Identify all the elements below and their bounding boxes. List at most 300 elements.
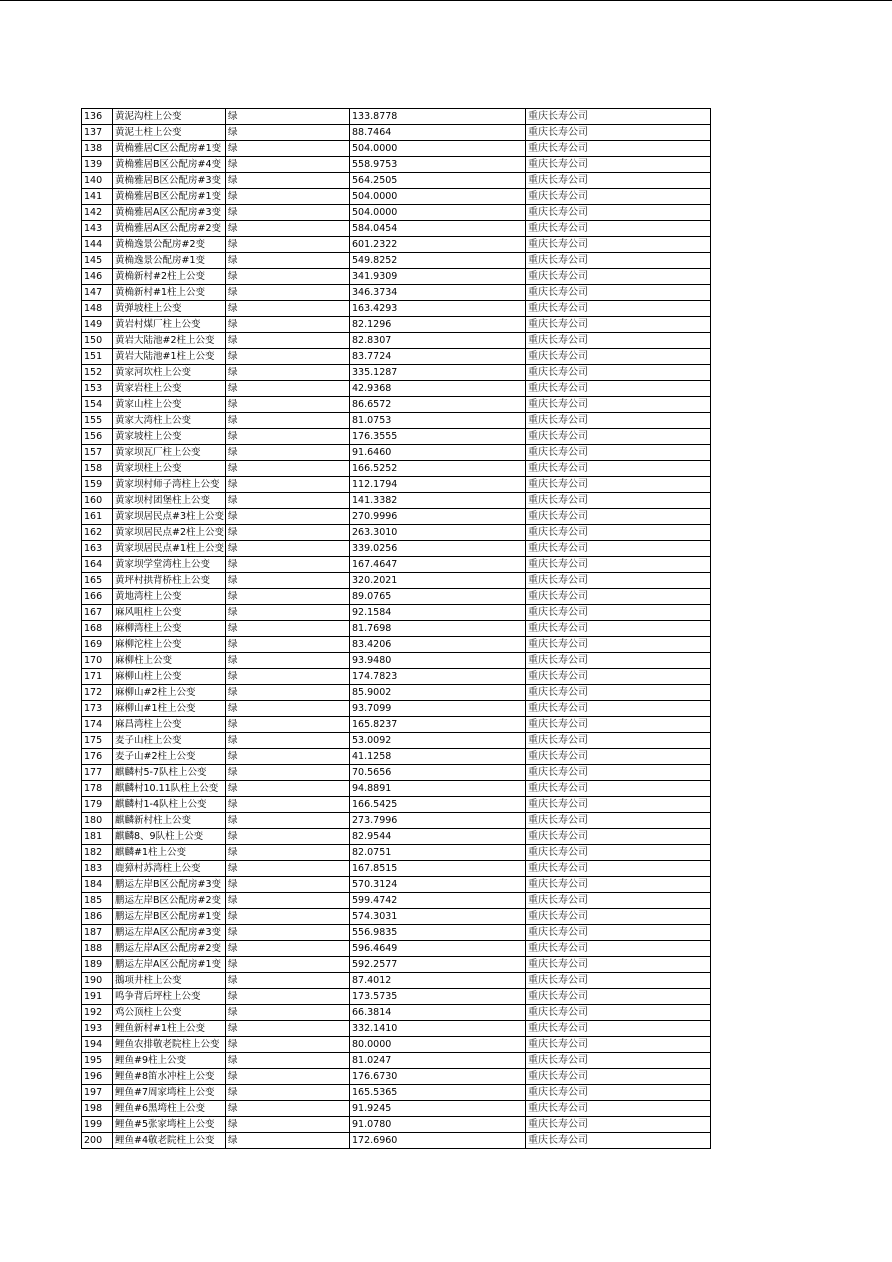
company-cell: 重庆长寿公司 — [526, 189, 711, 205]
row-number-cell: 146 — [82, 269, 113, 285]
company-cell: 重庆长寿公司 — [526, 749, 711, 765]
company-cell: 重庆长寿公司 — [526, 1005, 711, 1021]
company-cell: 重庆长寿公司 — [526, 861, 711, 877]
company-cell: 重庆长寿公司 — [526, 877, 711, 893]
value-cell: 556.9835 — [350, 925, 526, 941]
table-row — [82, 989, 711, 1005]
company-cell: 重庆长寿公司 — [526, 845, 711, 861]
status-cell: 绿 — [226, 301, 350, 317]
company-cell: 重庆长寿公司 — [526, 333, 711, 349]
station-name-cell: 麒麟新村柱上公变 — [113, 813, 226, 829]
table-row — [82, 109, 711, 125]
row-number-cell: 169 — [82, 637, 113, 653]
station-name-cell: 黄家大湾柱上公变 — [113, 413, 226, 429]
value-cell: 141.3382 — [350, 493, 526, 509]
value-cell: 81.0753 — [350, 413, 526, 429]
status-cell: 绿 — [226, 813, 350, 829]
company-cell: 重庆长寿公司 — [526, 253, 711, 269]
station-name-cell: 黄家坝居民点#1柱上公变 — [113, 541, 226, 557]
row-number-cell: 187 — [82, 925, 113, 941]
row-number-cell: 170 — [82, 653, 113, 669]
status-cell: 绿 — [226, 573, 350, 589]
row-number-cell: 172 — [82, 685, 113, 701]
row-number-cell: 195 — [82, 1053, 113, 1069]
table-row — [82, 269, 711, 285]
status-cell: 绿 — [226, 733, 350, 749]
table-row — [82, 909, 711, 925]
row-number-cell: 139 — [82, 157, 113, 173]
value-cell: 85.9002 — [350, 685, 526, 701]
station-name-cell: 麻柳山柱上公变 — [113, 669, 226, 685]
company-cell: 重庆长寿公司 — [526, 1085, 711, 1101]
value-cell: 82.8307 — [350, 333, 526, 349]
station-name-cell: 鲤鱼#6黑塆柱上公变 — [113, 1101, 226, 1117]
row-number-cell: 173 — [82, 701, 113, 717]
table-row — [82, 349, 711, 365]
row-number-cell: 166 — [82, 589, 113, 605]
status-cell: 绿 — [226, 285, 350, 301]
value-cell: 504.0000 — [350, 141, 526, 157]
table-row — [82, 1021, 711, 1037]
station-name-cell: 黄家坝瓦厂柱上公变 — [113, 445, 226, 461]
table-row — [82, 669, 711, 685]
status-cell: 绿 — [226, 653, 350, 669]
table-row — [82, 845, 711, 861]
status-cell: 绿 — [226, 1101, 350, 1117]
table-row — [82, 381, 711, 397]
table-row — [82, 157, 711, 173]
row-number-cell: 142 — [82, 205, 113, 221]
value-cell: 89.0765 — [350, 589, 526, 605]
table-row — [82, 829, 711, 845]
company-cell: 重庆长寿公司 — [526, 349, 711, 365]
station-name-cell: 黄桷逸景公配房#2变 — [113, 237, 226, 253]
value-cell: 92.1584 — [350, 605, 526, 621]
value-cell: 86.6572 — [350, 397, 526, 413]
station-name-cell: 黄地湾柱上公变 — [113, 589, 226, 605]
company-cell: 重庆长寿公司 — [526, 285, 711, 301]
station-name-cell: 鹏运左岸B区公配房#1变 — [113, 909, 226, 925]
value-cell: 41.1258 — [350, 749, 526, 765]
status-cell: 绿 — [226, 205, 350, 221]
status-cell: 绿 — [226, 461, 350, 477]
status-cell: 绿 — [226, 141, 350, 157]
row-number-cell: 196 — [82, 1069, 113, 1085]
row-number-cell: 151 — [82, 349, 113, 365]
row-number-cell: 182 — [82, 845, 113, 861]
status-cell: 绿 — [226, 509, 350, 525]
value-cell: 112.1794 — [350, 477, 526, 493]
row-number-cell: 144 — [82, 237, 113, 253]
status-cell: 绿 — [226, 525, 350, 541]
company-cell: 重庆长寿公司 — [526, 525, 711, 541]
company-cell: 重庆长寿公司 — [526, 205, 711, 221]
status-cell: 绿 — [226, 589, 350, 605]
value-cell: 263.3010 — [350, 525, 526, 541]
value-cell: 570.3124 — [350, 877, 526, 893]
station-name-cell: 黄岩大陆池#1柱上公变 — [113, 349, 226, 365]
status-cell: 绿 — [226, 1021, 350, 1037]
row-number-cell: 179 — [82, 797, 113, 813]
value-cell: 94.8891 — [350, 781, 526, 797]
company-cell: 重庆长寿公司 — [526, 637, 711, 653]
row-number-cell: 180 — [82, 813, 113, 829]
table-row — [82, 701, 711, 717]
table-row — [82, 1101, 711, 1117]
station-name-cell: 黄家岩柱上公变 — [113, 381, 226, 397]
company-cell: 重庆长寿公司 — [526, 1053, 711, 1069]
value-cell: 163.4293 — [350, 301, 526, 317]
station-name-cell: 鹏运左岸A区公配房#3变 — [113, 925, 226, 941]
row-number-cell: 162 — [82, 525, 113, 541]
row-number-cell: 192 — [82, 1005, 113, 1021]
station-name-cell: 黄桷新村#2柱上公变 — [113, 269, 226, 285]
row-number-cell: 165 — [82, 573, 113, 589]
value-cell: 82.0751 — [350, 845, 526, 861]
table-row — [82, 1037, 711, 1053]
company-cell: 重庆长寿公司 — [526, 941, 711, 957]
company-cell: 重庆长寿公司 — [526, 605, 711, 621]
status-cell: 绿 — [226, 221, 350, 237]
table-row — [82, 589, 711, 605]
station-name-cell: 黄桷逸景公配房#1变 — [113, 253, 226, 269]
status-cell: 绿 — [226, 1069, 350, 1085]
company-cell: 重庆长寿公司 — [526, 157, 711, 173]
table-row — [82, 941, 711, 957]
status-cell: 绿 — [226, 877, 350, 893]
company-cell: 重庆长寿公司 — [526, 973, 711, 989]
company-cell: 重庆长寿公司 — [526, 397, 711, 413]
row-number-cell: 191 — [82, 989, 113, 1005]
company-cell: 重庆长寿公司 — [526, 461, 711, 477]
station-name-cell: 黄家坝居民点#2柱上公变 — [113, 525, 226, 541]
table-row — [82, 333, 711, 349]
table-row — [82, 237, 711, 253]
table-row — [82, 781, 711, 797]
status-cell: 绿 — [226, 685, 350, 701]
row-number-cell: 171 — [82, 669, 113, 685]
status-cell: 绿 — [226, 797, 350, 813]
row-number-cell: 136 — [82, 109, 113, 125]
station-name-cell: 黄家坝柱上公变 — [113, 461, 226, 477]
station-name-cell: 黄桷雅居A区公配房#3变 — [113, 205, 226, 221]
company-cell: 重庆长寿公司 — [526, 381, 711, 397]
station-name-cell: 黄岩大陆池#2柱上公变 — [113, 333, 226, 349]
table-row — [82, 221, 711, 237]
value-cell: 91.9245 — [350, 1101, 526, 1117]
row-number-cell: 137 — [82, 125, 113, 141]
company-cell: 重庆长寿公司 — [526, 509, 711, 525]
station-name-cell: 麻风咀柱上公变 — [113, 605, 226, 621]
status-cell: 绿 — [226, 861, 350, 877]
status-cell: 绿 — [226, 717, 350, 733]
row-number-cell: 150 — [82, 333, 113, 349]
value-cell: 93.7099 — [350, 701, 526, 717]
station-name-cell: 黄家山柱上公变 — [113, 397, 226, 413]
row-number-cell: 145 — [82, 253, 113, 269]
status-cell: 绿 — [226, 765, 350, 781]
company-cell: 重庆长寿公司 — [526, 701, 711, 717]
station-name-cell: 鹏运左岸A区公配房#1变 — [113, 957, 226, 973]
status-cell: 绿 — [226, 253, 350, 269]
value-cell: 91.0780 — [350, 1117, 526, 1133]
status-cell: 绿 — [226, 333, 350, 349]
value-cell: 320.2021 — [350, 573, 526, 589]
row-number-cell: 174 — [82, 717, 113, 733]
table-row — [82, 413, 711, 429]
company-cell: 重庆长寿公司 — [526, 957, 711, 973]
row-number-cell: 160 — [82, 493, 113, 509]
table-body — [82, 109, 711, 1149]
table-row — [82, 605, 711, 621]
status-cell: 绿 — [226, 349, 350, 365]
company-cell: 重庆长寿公司 — [526, 125, 711, 141]
station-name-cell: 麒麟8、9队柱上公变 — [113, 829, 226, 845]
table-row — [82, 893, 711, 909]
value-cell: 167.8515 — [350, 861, 526, 877]
status-cell: 绿 — [226, 909, 350, 925]
station-name-cell: 麒麟村10.11队柱上公变 — [113, 781, 226, 797]
table-row — [82, 189, 711, 205]
station-name-cell: 麻昌湾柱上公变 — [113, 717, 226, 733]
value-cell: 166.5252 — [350, 461, 526, 477]
station-name-cell: 鹏运左岸B区公配房#3变 — [113, 877, 226, 893]
status-cell: 绿 — [226, 125, 350, 141]
table-row — [82, 253, 711, 269]
status-cell: 绿 — [226, 109, 350, 125]
status-cell: 绿 — [226, 445, 350, 461]
value-cell: 88.7464 — [350, 125, 526, 141]
status-cell: 绿 — [226, 381, 350, 397]
status-cell: 绿 — [226, 493, 350, 509]
value-cell: 172.6960 — [350, 1133, 526, 1149]
company-cell: 重庆长寿公司 — [526, 1021, 711, 1037]
row-number-cell: 177 — [82, 765, 113, 781]
value-cell: 549.8252 — [350, 253, 526, 269]
row-number-cell: 197 — [82, 1085, 113, 1101]
table-row — [82, 477, 711, 493]
station-name-cell: 麦子山#2柱上公变 — [113, 749, 226, 765]
company-cell: 重庆长寿公司 — [526, 493, 711, 509]
station-name-cell: 鲤鱼#9柱上公变 — [113, 1053, 226, 1069]
value-cell: 176.3555 — [350, 429, 526, 445]
station-name-cell: 黄家坝村师子湾柱上公变 — [113, 477, 226, 493]
value-cell: 273.7996 — [350, 813, 526, 829]
table-row — [82, 125, 711, 141]
row-number-cell: 194 — [82, 1037, 113, 1053]
table-row — [82, 301, 711, 317]
value-cell: 346.3734 — [350, 285, 526, 301]
company-cell: 重庆长寿公司 — [526, 669, 711, 685]
table-row — [82, 285, 711, 301]
company-cell: 重庆长寿公司 — [526, 173, 711, 189]
row-number-cell: 155 — [82, 413, 113, 429]
value-cell: 66.3814 — [350, 1005, 526, 1021]
station-name-cell: 黄家河坎柱上公变 — [113, 365, 226, 381]
value-cell: 592.2577 — [350, 957, 526, 973]
table-row — [82, 973, 711, 989]
company-cell: 重庆长寿公司 — [526, 909, 711, 925]
value-cell: 80.0000 — [350, 1037, 526, 1053]
value-cell: 42.9368 — [350, 381, 526, 397]
station-name-cell: 鸣争背后坪柱上公变 — [113, 989, 226, 1005]
value-cell: 335.1287 — [350, 365, 526, 381]
station-name-cell: 鲤鱼农排敬老院柱上公变 — [113, 1037, 226, 1053]
station-name-cell: 黄家坝学堂湾柱上公变 — [113, 557, 226, 573]
row-number-cell: 200 — [82, 1133, 113, 1149]
company-cell: 重庆长寿公司 — [526, 269, 711, 285]
status-cell: 绿 — [226, 429, 350, 445]
station-name-cell: 麦子山柱上公变 — [113, 733, 226, 749]
status-cell: 绿 — [226, 957, 350, 973]
status-cell: 绿 — [226, 669, 350, 685]
value-cell: 83.4206 — [350, 637, 526, 653]
table-row — [82, 429, 711, 445]
row-number-cell: 163 — [82, 541, 113, 557]
row-number-cell: 184 — [82, 877, 113, 893]
company-cell: 重庆长寿公司 — [526, 573, 711, 589]
row-number-cell: 158 — [82, 461, 113, 477]
company-cell: 重庆长寿公司 — [526, 221, 711, 237]
station-name-cell: 鲤鱼#4敬老院柱上公变 — [113, 1133, 226, 1149]
row-number-cell: 185 — [82, 893, 113, 909]
station-name-cell: 鸡公顶柱上公变 — [113, 1005, 226, 1021]
company-cell: 重庆长寿公司 — [526, 301, 711, 317]
company-cell: 重庆长寿公司 — [526, 429, 711, 445]
table-row — [82, 173, 711, 189]
station-name-cell: 黄泥土柱上公变 — [113, 125, 226, 141]
value-cell: 93.9480 — [350, 653, 526, 669]
station-name-cell: 鹏运左岸A区公配房#2变 — [113, 941, 226, 957]
station-name-cell: 鲤鱼#8笛水冲柱上公变 — [113, 1069, 226, 1085]
table-row — [82, 461, 711, 477]
value-cell: 53.0092 — [350, 733, 526, 749]
row-number-cell: 141 — [82, 189, 113, 205]
station-name-cell: 黄桷雅居B区公配房#1变 — [113, 189, 226, 205]
company-cell: 重庆长寿公司 — [526, 365, 711, 381]
status-cell: 绿 — [226, 317, 350, 333]
table-row — [82, 957, 711, 973]
status-cell: 绿 — [226, 621, 350, 637]
value-cell: 341.9309 — [350, 269, 526, 285]
value-cell: 584.0454 — [350, 221, 526, 237]
station-name-cell: 鹿獐村苏湾柱上公变 — [113, 861, 226, 877]
status-cell: 绿 — [226, 189, 350, 205]
value-cell: 82.1296 — [350, 317, 526, 333]
status-cell: 绿 — [226, 1117, 350, 1133]
status-cell: 绿 — [226, 973, 350, 989]
company-cell: 重庆长寿公司 — [526, 925, 711, 941]
table-row — [82, 925, 711, 941]
company-cell: 重庆长寿公司 — [526, 829, 711, 845]
station-name-cell: 麻柳湾柱上公变 — [113, 621, 226, 637]
company-cell: 重庆长寿公司 — [526, 413, 711, 429]
station-name-cell: 黄桷新村#1柱上公变 — [113, 285, 226, 301]
row-number-cell: 181 — [82, 829, 113, 845]
status-cell: 绿 — [226, 893, 350, 909]
value-cell: 167.4647 — [350, 557, 526, 573]
company-cell: 重庆长寿公司 — [526, 781, 711, 797]
value-cell: 165.5365 — [350, 1085, 526, 1101]
table-row — [82, 637, 711, 653]
row-number-cell: 190 — [82, 973, 113, 989]
status-cell: 绿 — [226, 925, 350, 941]
row-number-cell: 140 — [82, 173, 113, 189]
table-row — [82, 749, 711, 765]
table-row — [82, 541, 711, 557]
company-cell: 重庆长寿公司 — [526, 797, 711, 813]
company-cell: 重庆长寿公司 — [526, 989, 711, 1005]
status-cell: 绿 — [226, 845, 350, 861]
station-name-cell: 麻柳沱柱上公变 — [113, 637, 226, 653]
value-cell: 81.0247 — [350, 1053, 526, 1069]
status-cell: 绿 — [226, 829, 350, 845]
table-row — [82, 1005, 711, 1021]
company-cell: 重庆长寿公司 — [526, 589, 711, 605]
company-cell: 重庆长寿公司 — [526, 733, 711, 749]
value-cell: 70.5656 — [350, 765, 526, 781]
row-number-cell: 186 — [82, 909, 113, 925]
row-number-cell: 152 — [82, 365, 113, 381]
station-name-cell: 黄泥沟柱上公变 — [113, 109, 226, 125]
station-name-cell: 黄桷雅居B区公配房#3变 — [113, 173, 226, 189]
value-cell: 91.6460 — [350, 445, 526, 461]
data-table — [81, 108, 711, 1149]
status-cell: 绿 — [226, 477, 350, 493]
company-cell: 重庆长寿公司 — [526, 109, 711, 125]
company-cell: 重庆长寿公司 — [526, 717, 711, 733]
station-name-cell: 黄家坡柱上公变 — [113, 429, 226, 445]
station-name-cell: 黄家坝村团堡柱上公变 — [113, 493, 226, 509]
status-cell: 绿 — [226, 637, 350, 653]
value-cell: 332.1410 — [350, 1021, 526, 1037]
station-name-cell: 黄桷雅居A区公配房#2变 — [113, 221, 226, 237]
status-cell: 绿 — [226, 365, 350, 381]
row-number-cell: 143 — [82, 221, 113, 237]
value-cell: 82.9544 — [350, 829, 526, 845]
value-cell: 81.7698 — [350, 621, 526, 637]
table-row — [82, 797, 711, 813]
status-cell: 绿 — [226, 749, 350, 765]
station-name-cell: 麒麟村1-4队柱上公变 — [113, 797, 226, 813]
value-cell: 176.6730 — [350, 1069, 526, 1085]
value-cell: 173.5735 — [350, 989, 526, 1005]
value-cell: 599.4742 — [350, 893, 526, 909]
status-cell: 绿 — [226, 989, 350, 1005]
station-name-cell: 黄桷雅居C区公配房#1变 — [113, 141, 226, 157]
company-cell: 重庆长寿公司 — [526, 685, 711, 701]
row-number-cell: 161 — [82, 509, 113, 525]
value-cell: 564.2505 — [350, 173, 526, 189]
row-number-cell: 188 — [82, 941, 113, 957]
company-cell: 重庆长寿公司 — [526, 477, 711, 493]
status-cell: 绿 — [226, 1133, 350, 1149]
table-row — [82, 621, 711, 637]
status-cell: 绿 — [226, 557, 350, 573]
table-row — [82, 765, 711, 781]
status-cell: 绿 — [226, 269, 350, 285]
table-row — [82, 1085, 711, 1101]
table-row — [82, 557, 711, 573]
company-cell: 重庆长寿公司 — [526, 893, 711, 909]
row-number-cell: 189 — [82, 957, 113, 973]
value-cell: 166.5425 — [350, 797, 526, 813]
station-name-cell: 鵝项井柱上公变 — [113, 973, 226, 989]
station-name-cell: 鲤鱼#7周家塆柱上公变 — [113, 1085, 226, 1101]
station-name-cell: 黄桷雅居B区公配房#4变 — [113, 157, 226, 173]
row-number-cell: 138 — [82, 141, 113, 157]
row-number-cell: 153 — [82, 381, 113, 397]
